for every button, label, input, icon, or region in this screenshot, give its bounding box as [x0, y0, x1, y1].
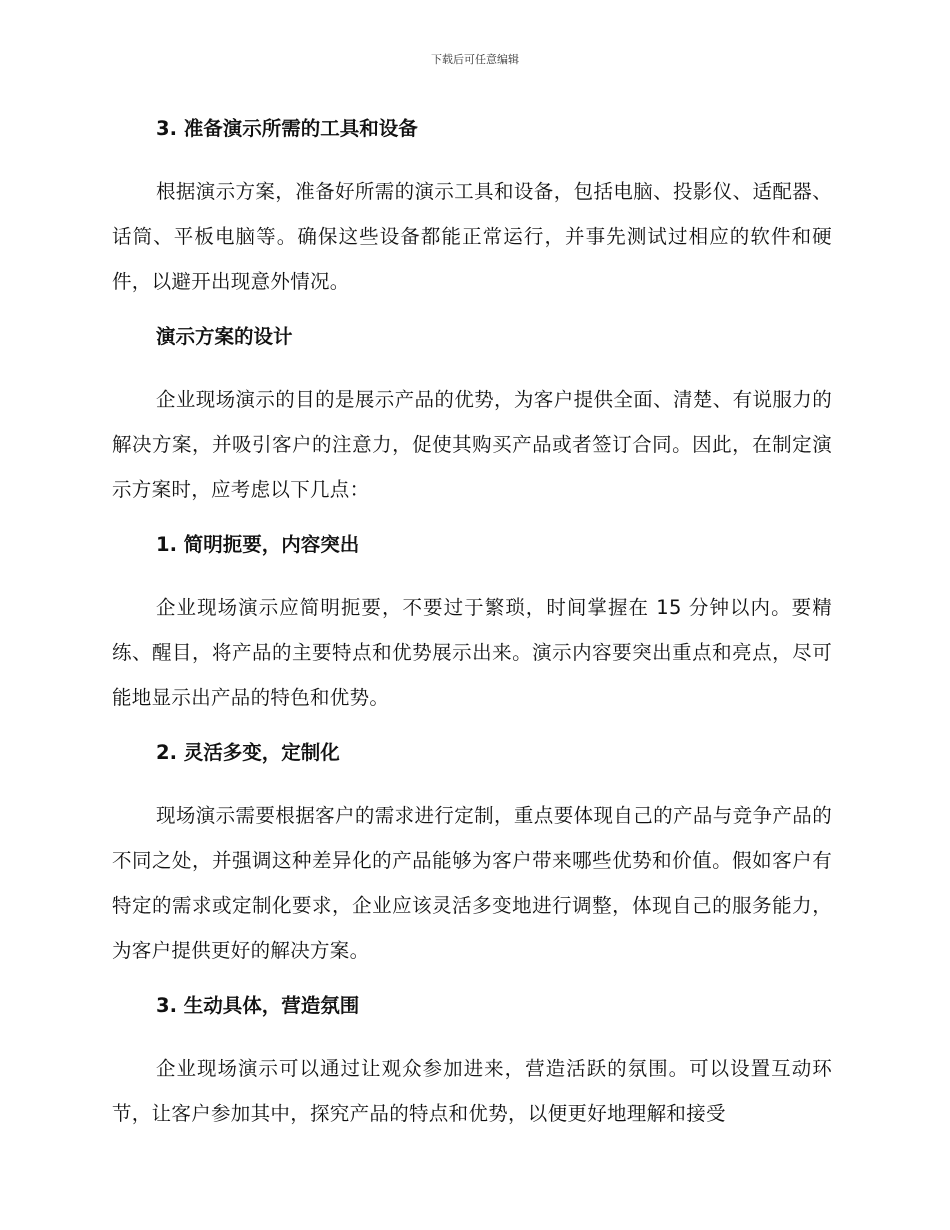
section-paragraph-flexible: 现场演示需要根据客户的需求进行定制，重点要体现自己的产品与竞争产品的不同之处，并强调这种差异化的产品能够为客户带来哪些优势和价值。假如客户有特定的需求或定制化要求，企业应该灵活多变地进行调整，体现自己的服务能力，为客户提供更好的解决方案。 [112, 804, 832, 962]
section-paragraph-concise: 企业现场演示应简明扼要，不要过于繁琐，时间掌握在 15 分钟以内。要精练、醒目，将产品的主要特点和优势展示出来。演示内容要突出重点和亮点，尽可能地显示出产品的特色和优势。 [112, 596, 832, 709]
section-heading-flexible: 2. 灵活多变，定制化 [156, 741, 340, 764]
page-header: 下载后可任意编辑 [431, 53, 519, 66]
section-heading-vivid: 3. 生动具体，营造氛围 [156, 994, 360, 1017]
section-heading-concise: 1. 简明扼要，内容突出 [156, 533, 360, 556]
section-heading-tools: 3. 准备演示所需的工具和设备 [156, 117, 418, 140]
section-paragraph-design: 企业现场演示的目的是展示产品的优势，为客户提供全面、清楚、有说服力的解决方案，并吸引客户的注意力，促使其购买产品或者签订合同。因此，在制定演示方案时，应考虑以下几点： [112, 388, 832, 501]
section-heading-design: 演示方案的设计 [156, 325, 293, 348]
section-paragraph-tools: 根据演示方案，准备好所需的演示工具和设备，包括电脑、投影仪、适配器、话筒、平板电脑等。确保这些设备都能正常运行，并事先测试过相应的软件和硬件，以避开出现意外情况。 [112, 180, 832, 293]
section-paragraph-vivid: 企业现场演示可以通过让观众参加进来，营造活跃的氛围。可以设置互动环节，让客户参加其中，探究产品的特点和优势，以便更好地理解和接受 [112, 1057, 832, 1125]
document-body [112, 112, 832, 1136]
